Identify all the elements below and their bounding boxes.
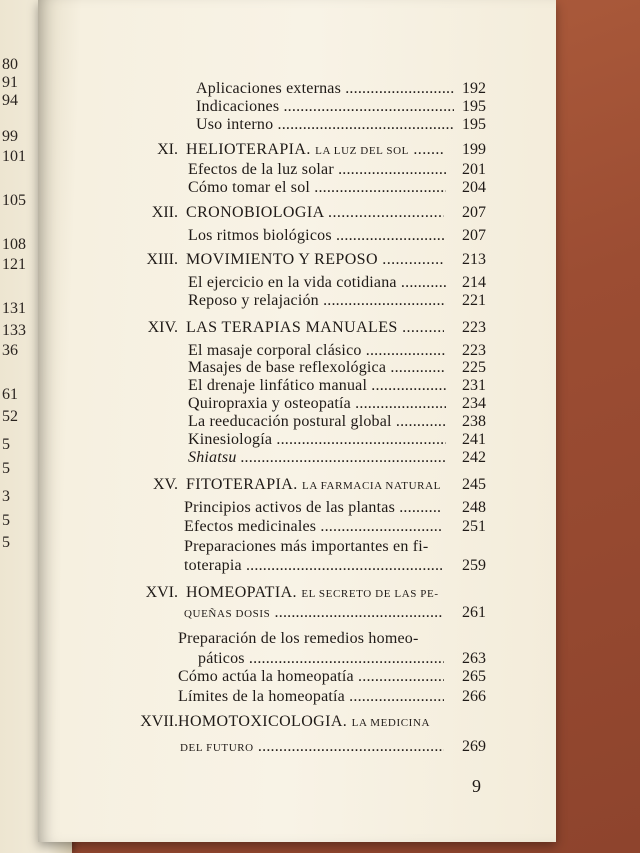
left-page-number: 105: [2, 192, 26, 209]
left-page-number: 5: [2, 436, 10, 453]
toc-entry-page: 221: [462, 292, 486, 309]
toc-entry-page: 195: [462, 116, 486, 133]
toc-entry-title: Masajes de base reflexológica .....: [188, 359, 446, 377]
left-page-number: 108: [2, 236, 26, 253]
chapter-subtitle: LA FARMACIA NATURAL: [302, 480, 441, 492]
toc-entry-page: 269: [462, 738, 486, 755]
left-page-number: 94: [2, 92, 18, 109]
toc-entry-title: Cómo actúa la homeopatía .....: [178, 668, 444, 686]
toc-entry-title-line1: Preparaciones más importantes en fi-: [184, 538, 429, 555]
toc-entry-page: 251: [462, 518, 486, 535]
chapter-subtitle: LA LUZ DEL SOL: [315, 145, 409, 157]
toc-entry-title: Reposo y relajación .....: [188, 292, 446, 310]
left-page-number: 61: [2, 386, 18, 403]
toc-entry-title: Los ritmos biológicos .....: [188, 227, 446, 245]
chapter-number: XI.: [157, 141, 178, 158]
toc-entry-page: 241: [462, 431, 486, 448]
toc-entry-page: 223: [462, 319, 486, 336]
toc-entry-page: 231: [462, 377, 486, 394]
toc-entry-title: Efectos medicinales .....: [184, 518, 442, 536]
toc-entry-title: Uso interno .....: [196, 116, 454, 134]
toc-entry-page: 214: [462, 274, 486, 291]
toc-entry-page: 238: [462, 413, 486, 430]
toc-entry-title: Quiropraxia y osteopatía .....: [188, 395, 446, 413]
toc-entry-title: La reeducación postural global .....: [188, 413, 446, 431]
left-page-number: 5: [2, 512, 10, 529]
chapter-title: MOVIMIENTO Y REPOSO .....: [186, 251, 444, 269]
toc-entry-title-line1: Preparación de los remedios homeo-: [178, 630, 419, 647]
chapter-title-main: HELIOTERAPIA.: [186, 141, 311, 158]
chapter-title: LAS TERAPIAS MANUALES .....: [186, 319, 444, 337]
toc-entry-page: 265: [462, 668, 486, 685]
left-page-number: 131: [2, 300, 26, 317]
toc-entry-page: 225: [462, 359, 486, 376]
chapter-title: [186, 476, 444, 494]
toc-entry-page: 259: [462, 557, 486, 574]
toc-entry-title: Aplicaciones externas .....: [196, 80, 454, 98]
toc-entry-title: Efectos de la luz solar .....: [188, 161, 446, 179]
toc-entry-title-line2: toterapia .....: [184, 557, 442, 575]
toc-entry-page: 223: [462, 342, 486, 359]
left-page-number: 52: [2, 408, 18, 425]
toc-entry-title: Kinesiología .....: [188, 431, 446, 449]
toc-entry-page: 195: [462, 98, 486, 115]
toc-entry-title: El masaje corporal clásico .....: [188, 342, 446, 360]
chapter-title-main: FITOTERAPIA.: [186, 476, 298, 493]
toc-entry-title-line2: páticos .....: [198, 650, 444, 668]
toc-entry-page: 204: [462, 179, 486, 196]
page-number: 9: [472, 776, 481, 796]
toc-entry-page: 234: [462, 395, 486, 412]
chapter-title-main: HOMOTOXICOLOGIA.: [178, 713, 348, 730]
toc-entry-title: Principios activos de las plantas .....: [184, 499, 442, 517]
toc-entry-page: 263: [462, 650, 486, 667]
toc-entry-page: 201: [462, 161, 486, 178]
toc-entry-page: 261: [462, 604, 486, 621]
toc-entry-page: 199: [462, 141, 486, 158]
chapter-subtitle: EL SECRETO DE LAS PE-: [301, 588, 439, 600]
toc-entry-page: 213: [462, 251, 486, 268]
chapter-number: XII.: [151, 204, 178, 221]
left-page-number: 121: [2, 256, 26, 273]
chapter-title: [186, 141, 444, 159]
chapter-title: [186, 584, 448, 602]
left-page-number: 5: [2, 460, 10, 477]
toc-entry-page: 266: [462, 688, 486, 705]
chapter-subtitle: LA MEDICINA: [351, 717, 431, 729]
toc-entry-page: 245: [462, 476, 486, 493]
toc-entry-title: Shiatsu .....: [188, 449, 446, 467]
chapter-number: XIV.: [147, 319, 178, 336]
left-page-number: 5: [2, 534, 10, 551]
chapter-title-main: HOMEOPATIA.: [186, 584, 297, 601]
chapter-subtitle-line2: [180, 738, 444, 756]
left-page-number: 91: [2, 74, 18, 91]
toc-entry-title: El ejercicio en la vida cotidiana .....: [188, 274, 446, 292]
left-page-number: 36: [2, 342, 18, 359]
chapter-title: CRONOBIOLOGIA .....: [186, 204, 444, 222]
chapter-subtitle: QUEÑAS DOSIS: [184, 608, 271, 620]
toc-entry-title: Límites de la homeopatía .....: [178, 688, 444, 706]
left-page-number: 133: [2, 322, 26, 339]
chapter-subtitle: DEL FUTURO: [180, 742, 254, 754]
toc-entry-title: El drenaje linfático manual .....: [188, 377, 446, 395]
left-page-number: 101: [2, 148, 26, 165]
toc-entry-page: 207: [462, 204, 486, 221]
chapter-number: XV.: [152, 476, 178, 493]
left-page-number: 80: [2, 56, 18, 73]
toc-entry-page: 192: [462, 80, 486, 97]
chapter-number: XVII.: [140, 713, 178, 730]
chapter-subtitle-line2: [184, 604, 442, 622]
chapter-title: [178, 713, 448, 731]
toc-entry-title: Cómo tomar el sol .....: [188, 179, 446, 197]
toc-entry-page: 248: [462, 499, 486, 516]
chapter-number: XVI.: [145, 584, 178, 601]
toc-entry-page: 207: [462, 227, 486, 244]
toc-entry-title: Indicaciones .....: [196, 98, 454, 116]
chapter-number: XIII.: [146, 251, 178, 268]
toc-entry-page: 242: [462, 449, 486, 466]
left-page-number: 3: [2, 488, 10, 505]
left-page-number: 99: [2, 128, 18, 145]
